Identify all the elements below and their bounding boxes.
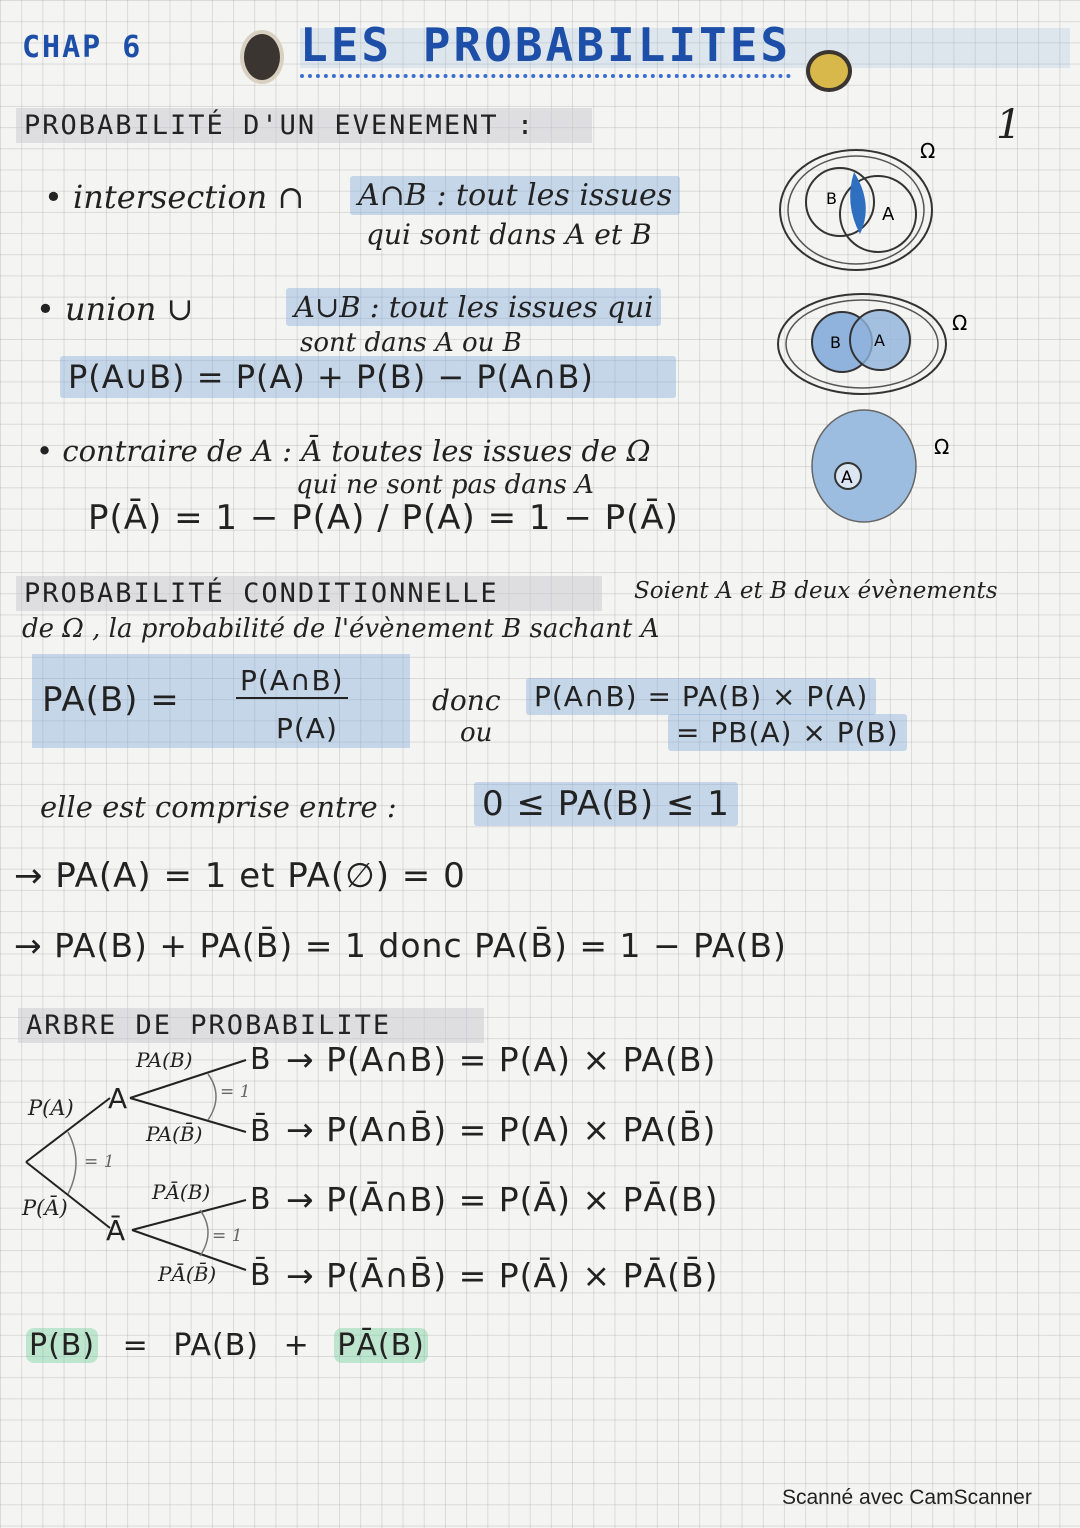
complement-formula: P(Ā) = 1 − P(A) / P(A) = 1 − P(Ā) (88, 498, 679, 538)
intersection-definition-2: qui sont dans A et B (366, 218, 652, 251)
tree-row-1: → P(A∩B) = P(A) × PA(B) (286, 1040, 717, 1079)
section-heading-conditional: PROBABILITÉ CONDITIONNELLE (16, 576, 602, 611)
conditional-intro-2: de Ω , la probabilité de l'évènement B sachant A (22, 614, 660, 644)
tree-leaf-b-1: B (250, 1042, 272, 1077)
intersection-shading (850, 172, 866, 234)
sum-arc-abar (200, 1210, 208, 1256)
conditional-formula-denominator: P(A) (276, 712, 338, 745)
tree-leaf-bbar-1: B̄ (250, 1114, 272, 1149)
total-lhs: P(B) (26, 1328, 98, 1363)
sum-arc-a (208, 1074, 216, 1120)
tree-node-abar: Ā (106, 1214, 127, 1247)
sum-arc-root (68, 1132, 76, 1194)
conditional-formula-lhs: PA(B) = (42, 680, 180, 720)
range-formula: 0 ≤ PA(B) ≤ 1 (474, 782, 738, 826)
venn2-label-a: A (874, 331, 885, 350)
tree-label-pa-b: PA(B) (136, 1048, 193, 1072)
tree-row-4: → P(Ā∩B̄) = P(Ā) × PĀ(B̄) (286, 1256, 719, 1295)
tree-label-pa-bbar: PA(B̄) (146, 1122, 203, 1146)
total-term-2: PĀ(B) (334, 1328, 428, 1363)
intersection-definition (350, 178, 680, 213)
venn1-label-b: B (826, 189, 837, 208)
total-term-1: PA(B) (173, 1328, 260, 1363)
intersection-label: • intersection ∩ (44, 178, 305, 216)
tree-row-3: → P(Ā∩B) = P(Ā) × PĀ(B) (286, 1180, 719, 1219)
total-plus: + (283, 1328, 310, 1363)
venn-complement-diagram (808, 404, 978, 524)
binder-hole-left (240, 30, 284, 84)
venn1-label-a: A (882, 204, 895, 225)
venn2-label-b: B (830, 333, 841, 352)
product-formula-2: = PB(A) × P(B) (668, 714, 907, 751)
omega-shaded (812, 410, 916, 522)
tree-sum-abar: = 1 (212, 1226, 243, 1246)
union-formula: P(A∪B) = P(A) + P(B) − P(A∩B) (60, 356, 676, 398)
union-definition-2: sont dans A ou B (300, 328, 522, 358)
conditional-formula-numerator: P(A∩B) (236, 664, 348, 699)
binder-hole-right (806, 50, 852, 92)
total-probability-formula (26, 1328, 428, 1363)
conditional-intro: Soient A et B deux évènements (634, 578, 998, 604)
section-heading-tree: ARBRE DE PROBABILITE (18, 1008, 484, 1043)
union-notation: A∪B : tout les issues qui (286, 288, 661, 326)
product-formula-1: P(A∩B) = PA(B) × P(A) (526, 678, 876, 715)
tree-leaf-bbar-2: B̄ (250, 1258, 272, 1293)
donc-word: donc (432, 684, 501, 717)
chapter-label: CHAP 6 (22, 30, 143, 65)
tree-label-pabar: P(Ā) (22, 1196, 68, 1220)
tree-node-a: A (108, 1082, 129, 1115)
page-title: LES PROBABILITES (300, 18, 791, 78)
tree-label-pabar-b: PĀ(B) (152, 1180, 211, 1204)
venn-union-diagram (774, 290, 974, 400)
tree-leaf-b-2: B (250, 1182, 272, 1217)
tree-row-2: → P(A∩B̄) = P(A) × PA(B̄) (286, 1110, 717, 1149)
rule-certain-and-empty: → PA(A) = 1 et PA(∅) = 0 (14, 856, 466, 896)
venn1-label-omega: Ω (920, 139, 936, 163)
venn2-label-omega: Ω (952, 311, 968, 335)
venn3-label-omega: Ω (934, 435, 950, 459)
range-text: elle est comprise entre : (40, 790, 397, 824)
complement-definition: • contraire de A : Ā toutes les issues de Ω (36, 434, 651, 468)
venn3-label-a: A (841, 468, 853, 488)
intersection-notation: A∩B : tout les issues (350, 176, 680, 215)
page-number: 1 (996, 102, 1022, 148)
tree-label-pabar-bbar: PĀ(B̄) (158, 1262, 217, 1286)
venn-intersection-diagram (770, 138, 950, 268)
section-heading-probability: PROBABILITÉ D'UN EVENEMENT : (16, 108, 592, 143)
complement-definition-2: qui ne sont pas dans A (296, 470, 594, 500)
union-definition (286, 290, 661, 324)
total-equals: = (122, 1328, 149, 1363)
scanner-watermark: Scanné avec CamScanner (782, 1486, 1032, 1509)
ou-word: ou (460, 718, 493, 748)
tree-sum-a: = 1 (220, 1082, 251, 1102)
tree-label-pa: P(A) (28, 1096, 74, 1120)
rule-complement: → PA(B) + PA(B̄) = 1 donc PA(B̄) = 1 − PA(B) (14, 926, 787, 965)
tree-sum-root: = 1 (84, 1152, 115, 1172)
union-label: • union ∪ (36, 290, 194, 328)
